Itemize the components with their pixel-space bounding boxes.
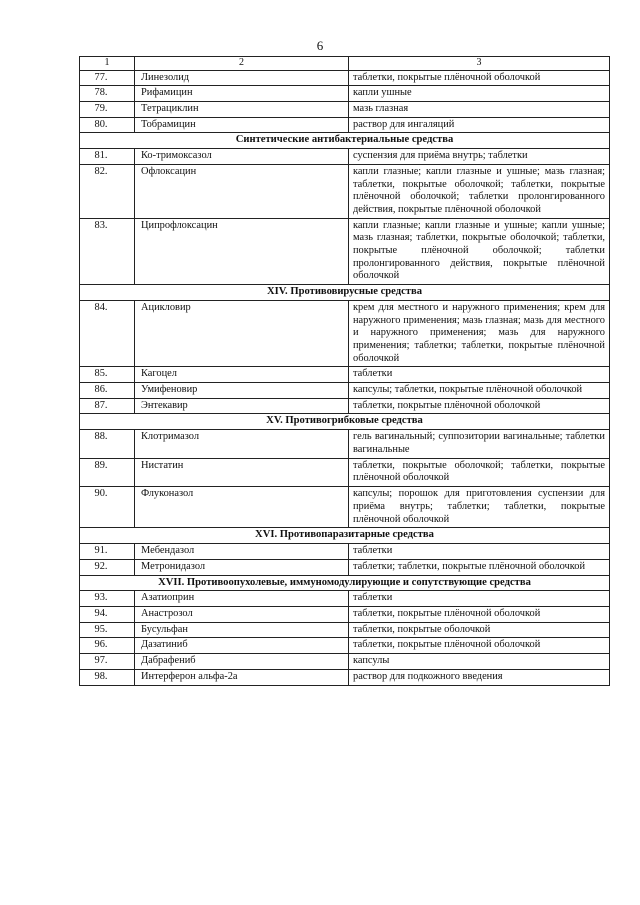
row-number: 92. bbox=[80, 559, 135, 575]
dosage-form: таблетки, покрытые оболочкой bbox=[349, 622, 610, 638]
table-row bbox=[80, 458, 610, 486]
drug-name: Энтекавир bbox=[135, 398, 349, 414]
row-number: 85. bbox=[80, 367, 135, 383]
drug-name: Ципрофлоксацин bbox=[135, 218, 349, 284]
drug-name: Тобрамицин bbox=[135, 117, 349, 133]
dosage-form: капли ушные bbox=[349, 86, 610, 102]
dosage-form: капсулы bbox=[349, 654, 610, 670]
dosage-form: таблетки bbox=[349, 544, 610, 560]
section-heading-row bbox=[80, 414, 610, 430]
drug-name: Офлоксацин bbox=[135, 164, 349, 218]
section-title: XVII. Противоопухолевые, иммуномодулирующие и сопутствующие средства bbox=[80, 575, 610, 591]
row-number: 93. bbox=[80, 591, 135, 607]
row-number: 89. bbox=[80, 458, 135, 486]
dosage-form: таблетки bbox=[349, 591, 610, 607]
drug-name: Дабрафениб bbox=[135, 654, 349, 670]
row-number: 95. bbox=[80, 622, 135, 638]
table-row bbox=[80, 607, 610, 623]
section-heading-row bbox=[80, 575, 610, 591]
row-number: 98. bbox=[80, 669, 135, 685]
column-header-2: 2 bbox=[135, 57, 349, 71]
row-number: 94. bbox=[80, 607, 135, 623]
table-row bbox=[80, 669, 610, 685]
row-number: 81. bbox=[80, 149, 135, 165]
table-row bbox=[80, 487, 610, 528]
section-title: XVI. Противопаразитарные средства bbox=[80, 528, 610, 544]
table-row bbox=[80, 559, 610, 575]
dosage-form: раствор для подкожного введения bbox=[349, 669, 610, 685]
table-row bbox=[80, 591, 610, 607]
dosage-form: раствор для ингаляций bbox=[349, 117, 610, 133]
drug-name: Интерферон альфа-2а bbox=[135, 669, 349, 685]
table-row bbox=[80, 383, 610, 399]
dosage-form: суспензия для приёма внутрь; таблетки bbox=[349, 149, 610, 165]
drug-name: Бусульфан bbox=[135, 622, 349, 638]
dosage-form: таблетки, покрытые плёночной оболочкой bbox=[349, 607, 610, 623]
dosage-form: капли глазные; капли глазные и ушные; мазь глазная; таблетки, покрытые оболочкой; таблетки, покрытые плёночной оболочкой; таблетки пролонгированного действия, покрытые плёночной оболочкой bbox=[349, 164, 610, 218]
dosage-form: таблетки, покрытые плёночной оболочкой bbox=[349, 398, 610, 414]
row-number: 82. bbox=[80, 164, 135, 218]
row-number: 84. bbox=[80, 300, 135, 366]
table-row bbox=[80, 101, 610, 117]
drug-name: Метронидазол bbox=[135, 559, 349, 575]
drug-name: Умифеновир bbox=[135, 383, 349, 399]
drug-name: Мебендазол bbox=[135, 544, 349, 560]
table-row bbox=[80, 398, 610, 414]
dosage-form: гель вагинальный; суппозитории вагинальные; таблетки вагинальные bbox=[349, 430, 610, 458]
table-row bbox=[80, 70, 610, 86]
dosage-form: капсулы; таблетки, покрытые плёночной оболочкой bbox=[349, 383, 610, 399]
drug-name: Азатиоприн bbox=[135, 591, 349, 607]
drug-name: Флуконазол bbox=[135, 487, 349, 528]
table-row bbox=[80, 164, 610, 218]
table-body bbox=[80, 57, 610, 686]
row-number: 97. bbox=[80, 654, 135, 670]
row-number: 86. bbox=[80, 383, 135, 399]
row-number: 96. bbox=[80, 638, 135, 654]
column-header-1: 1 bbox=[80, 57, 135, 71]
row-number: 77. bbox=[80, 70, 135, 86]
table-row bbox=[80, 300, 610, 366]
row-number: 88. bbox=[80, 430, 135, 458]
column-header-3: 3 bbox=[349, 57, 610, 71]
dosage-form: капсулы; порошок для приготовления суспензии для приёма внутрь; таблетки; таблетки, покрытые плёночной оболочкой bbox=[349, 487, 610, 528]
section-heading-row bbox=[80, 528, 610, 544]
dosage-form: крем для местного и наружного применения; крем для наружного применения; мазь глазная; мазь для местного и наружного применения; мазь для наружного применения; таблетки; таблетки, покрытые плёночной оболочкой bbox=[349, 300, 610, 366]
table-row bbox=[80, 149, 610, 165]
drug-name: Нистатин bbox=[135, 458, 349, 486]
drug-name: Клотримазол bbox=[135, 430, 349, 458]
section-heading-row bbox=[80, 133, 610, 149]
dosage-form: таблетки bbox=[349, 367, 610, 383]
table-row bbox=[80, 622, 610, 638]
dosage-form: мазь глазная bbox=[349, 101, 610, 117]
table-row bbox=[80, 544, 610, 560]
drug-list-table bbox=[79, 56, 610, 686]
row-number: 83. bbox=[80, 218, 135, 284]
table-row bbox=[80, 218, 610, 284]
dosage-form: таблетки, покрытые оболочкой; таблетки, покрытые плёночной оболочкой bbox=[349, 458, 610, 486]
section-heading-row bbox=[80, 285, 610, 301]
dosage-form: таблетки; таблетки, покрытые плёночной оболочкой bbox=[349, 559, 610, 575]
section-title: Синтетические антибактериальные средства bbox=[80, 133, 610, 149]
row-number: 78. bbox=[80, 86, 135, 102]
drug-name: Дазатиниб bbox=[135, 638, 349, 654]
section-title: XIV. Противовирусные средства bbox=[80, 285, 610, 301]
row-number: 90. bbox=[80, 487, 135, 528]
table-row bbox=[80, 654, 610, 670]
table-row bbox=[80, 430, 610, 458]
table-row bbox=[80, 638, 610, 654]
column-header-row bbox=[80, 57, 610, 71]
drug-name: Ацикловир bbox=[135, 300, 349, 366]
page-number: 6 bbox=[316, 38, 324, 53]
dosage-form: капли глазные; капли глазные и ушные; капли ушные; мазь глазная; таблетки, покрытые оболочкой; таблетки, покрытые плёночной оболочкой; таблетки пролонгированного действия, покрытые плёночной оболочкой bbox=[349, 218, 610, 284]
drug-name: Рифамицин bbox=[135, 86, 349, 102]
table-row bbox=[80, 86, 610, 102]
row-number: 80. bbox=[80, 117, 135, 133]
dosage-form: таблетки, покрытые плёночной оболочкой bbox=[349, 70, 610, 86]
dosage-form: таблетки, покрытые плёночной оболочкой bbox=[349, 638, 610, 654]
table-row bbox=[80, 367, 610, 383]
section-title: XV. Противогрибковые средства bbox=[80, 414, 610, 430]
drug-name: Анастрозол bbox=[135, 607, 349, 623]
drug-name: Кагоцел bbox=[135, 367, 349, 383]
row-number: 79. bbox=[80, 101, 135, 117]
row-number: 91. bbox=[80, 544, 135, 560]
table-row bbox=[80, 117, 610, 133]
drug-name: Тетрациклин bbox=[135, 101, 349, 117]
row-number: 87. bbox=[80, 398, 135, 414]
drug-name: Ко-тримоксазол bbox=[135, 149, 349, 165]
drug-name: Линезолид bbox=[135, 70, 349, 86]
